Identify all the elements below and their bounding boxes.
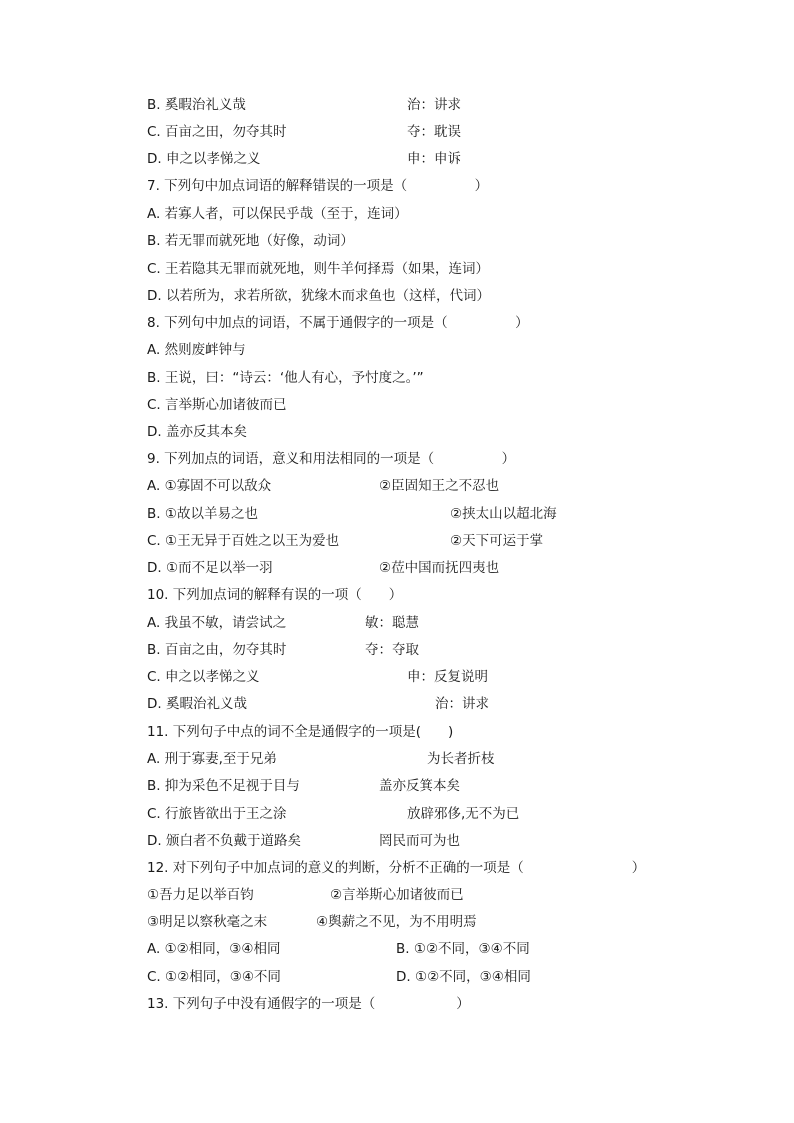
question-text: 12. 对下列句子中加点词的意义的判断，分析不正确的一项是（ ） [147, 860, 646, 876]
question-text: 10. 下列加点词的解释有误的一项（ ） [147, 587, 403, 603]
option-text: D. 奚暇治礼义哉 [147, 696, 247, 712]
option-text: A. 刑于寡妻,至于兄弟 [147, 751, 277, 767]
option-gloss: 申：申诉 [407, 151, 461, 167]
option-second: 盖亦反箕本矣 [379, 778, 460, 794]
option-second: B. ①②不同，③④不同 [396, 941, 530, 957]
option-text: C. 行旅皆欲出于王之涂 [147, 806, 287, 822]
option-text: B. 王说，曰：“诗云：‘他人有心，予忖度之。’” [147, 370, 424, 386]
option-text: D. 以若所为，求若所欲，犹缘木而求鱼也（这样，代词） [147, 288, 490, 304]
option-second: 为长者折枝 [427, 751, 495, 767]
option-text: D. ①而不足以举一羽 [147, 560, 273, 576]
option-text: D. 盖亦反其本矣 [147, 424, 247, 440]
option-second: ②言举斯心加诸彼而已 [330, 887, 464, 903]
option-gloss: 夺：耽误 [407, 124, 461, 140]
option-gloss: 夺：夺取 [365, 642, 419, 658]
option-second: ②挟太山以超北海 [450, 506, 557, 522]
option-text: ③明足以察秋毫之末 [147, 914, 268, 930]
question-text: 11. 下列句子中点的词不全是通假字的一项是( ) [147, 724, 454, 740]
option-text: C. 百亩之田，勿夺其时 [147, 124, 287, 140]
option-text: C. ①王无异于百姓之以王为爱也 [147, 533, 340, 549]
option-text: B. 百亩之由，勿夺其时 [147, 642, 287, 658]
option-text: C. ①②相同，③④不同 [147, 969, 281, 985]
option-second: 放辟邪侈,无不为已 [407, 806, 520, 822]
option-text: D. 颁白者不负戴于道路矣 [147, 833, 301, 849]
option-text: C. 言举斯心加诸彼而已 [147, 397, 287, 413]
option-text: ①吾力足以举百钧 [147, 887, 254, 903]
option-text: C. 申之以孝悌之义 [147, 669, 260, 685]
option-text: B. 若无罪而就死地（好像，动词） [147, 233, 354, 249]
option-second: ②天下可运于掌 [450, 533, 544, 549]
question-text: 7. 下列句中加点词语的解释错误的一项是（ ） [147, 178, 489, 194]
option-text: A. ①②相同，③④相同 [147, 941, 281, 957]
option-text: B. ①故以羊易之也 [147, 506, 258, 522]
question-text: 13. 下列句子中没有通假字的一项是（ ） [147, 996, 470, 1012]
option-text: C. 王若隐其无罪而就死地，则牛羊何择焉（如果，连词） [147, 261, 490, 277]
option-second: ④舆薪之不见，为不用明焉 [316, 914, 477, 930]
option-second: D. ①②不同，③④相同 [396, 969, 531, 985]
question-text: 9. 下列加点的词语，意义和用法相同的一项是（ ） [147, 451, 516, 467]
option-second: 罔民而可为也 [379, 833, 460, 849]
option-gloss: 治：讲求 [435, 696, 489, 712]
option-text: A. ①寡固不可以敌众 [147, 478, 272, 494]
option-gloss: 敏：聪慧 [365, 615, 419, 631]
option-text: D. 申之以孝悌之义 [147, 151, 261, 167]
option-text: A. 我虽不敏，请尝试之 [147, 615, 287, 631]
option-text: A. 若寡人者，可以保民乎哉（至于，连词） [147, 206, 408, 222]
option-text: A. 然则废衅钟与 [147, 342, 246, 358]
option-second: ②莅中国而抚四夷也 [379, 560, 500, 576]
option-second: ②臣固知王之不忍也 [379, 478, 500, 494]
question-text: 8. 下列句中加点的词语，不属于通假字的一项是（ ） [147, 315, 529, 331]
option-gloss: 申：反复说明 [407, 669, 488, 685]
option-text: B. 抑为采色不足视于目与 [147, 778, 300, 794]
option-gloss: 治：讲求 [407, 97, 461, 113]
option-text: B. 奚暇治礼义哉 [147, 97, 246, 113]
